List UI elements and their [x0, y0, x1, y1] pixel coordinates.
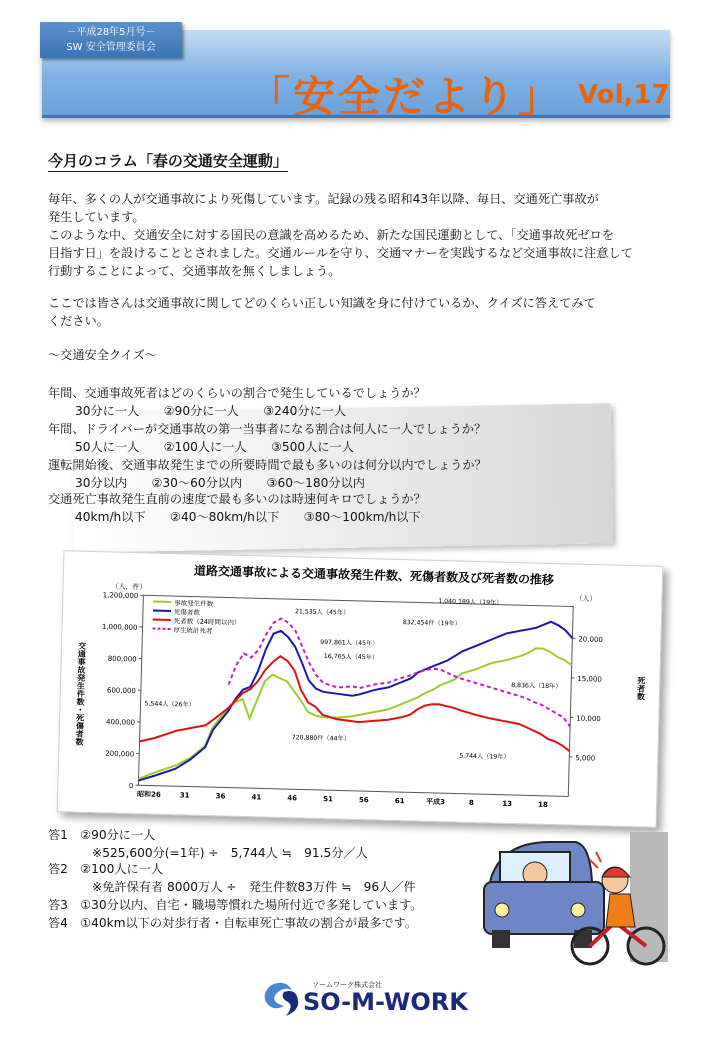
answer-2-note: ※免許保有者 8000万人 ÷ 発生件数83万件 ≒ 96人／件 [92, 880, 416, 894]
quiz-options-2: 50人に一人 ②100人に一人 ③500人に一人 [75, 440, 354, 454]
x-tick-label: 18 [537, 800, 548, 809]
helmet-shape [602, 868, 630, 878]
cyclist-body-shape [606, 894, 635, 927]
alert-mark-shape [590, 852, 601, 868]
quiz-options-1: 30分に一人 ②90分に一人 ③240分に一人 [75, 404, 347, 418]
x-tick-label: 昭和26 [136, 790, 161, 799]
legend-entry: 厚生統計死者 [173, 626, 213, 636]
chart-annotation: 21,535人（45年） [294, 608, 350, 617]
y-left-unit: （人，件） [111, 582, 147, 592]
text-line: 発生しています。 [48, 210, 145, 224]
y-left-tick-label: 800,000 [107, 654, 137, 664]
y-right-tick-label: 15,000 [577, 674, 602, 684]
x-tick-label: 平成3 [425, 797, 446, 807]
y-left-tick-label: 1,000,000 [101, 622, 138, 632]
legend-entry: 死傷者数 [173, 608, 201, 617]
x-tick-label: 8 [468, 798, 474, 808]
y-left-tick-label: 200,000 [105, 749, 135, 759]
quiz-options-4: 40km/h以下 ②40～80km/h以下 ③80～100km/h以下 [75, 510, 421, 524]
answer-label: 答4 [48, 916, 68, 930]
traffic-accident-chart [57, 550, 664, 828]
company-name-small: ソームワーク株式会社 [312, 981, 382, 989]
y-right-tick-label: 5,000 [575, 754, 596, 763]
chart-annotation: 1,040,189人（19年） [438, 598, 503, 607]
answer-3 [48, 896, 422, 913]
y-right-axis-label: 死者数 [636, 676, 646, 701]
chart-annotation: 5,744人（19年） [459, 752, 510, 761]
x-tick-label: 61 [394, 796, 405, 806]
quiz-question-4: 交通死亡事故発生直前の速度で最も多いのは時速何キロでしょうか？ [48, 492, 426, 506]
quiz-question-3: 運転開始後、交通事故発生までの所要時間で最も多いのは何分以内でしょうか？ [48, 458, 487, 472]
series-line-2 [140, 653, 572, 753]
chart-legend [152, 598, 241, 636]
chart-svg [58, 551, 665, 829]
y-right-tick-label: 10,000 [576, 714, 601, 724]
text-line: このような中、交通安全に対する国民の意識を高めるため、新たな国民運動として、「交通事故死ゼロを [48, 228, 614, 242]
quiz-intro-paragraph [48, 294, 698, 330]
logo-swirl-icon [283, 991, 299, 1016]
volume-number: Vol,17 [578, 80, 670, 110]
y-left-tick-label: 1,200,000 [102, 591, 139, 601]
y-left-axis-label: 交通事故発生件数・死傷者数 [74, 641, 87, 746]
x-tick-label: 46 [287, 794, 298, 803]
quiz-heading: ～交通安全クイズ～ [48, 348, 157, 362]
chart-annotation: 997,861人（45年） [320, 638, 379, 648]
committee-name: SW 安全管理委員会 [66, 42, 156, 53]
chart-annotation: 8,836人（18年） [511, 681, 562, 691]
answer-label: 答2 [48, 862, 68, 876]
y-right-tick-label: 20,000 [578, 635, 603, 645]
answer-label: 答1 [48, 828, 68, 842]
answer-text: ②90分に一人 [80, 828, 156, 842]
quiz-options-3: 30分以内 ②30～60分以内 ③60～180分以内 [75, 476, 365, 490]
x-tick-label: 31 [179, 791, 190, 800]
chart-annotation: 5,544人（26年） [144, 700, 195, 709]
text-line: ここでは皆さんは交通事故に関してどのくらい正しい知識を身に付けているか、クイズに答えてみて [48, 296, 596, 310]
chart-annotation: 16,765人（45年） [323, 653, 379, 662]
intro-paragraph [48, 190, 698, 280]
text-line: 目指す日」を設けることとされました。交通ルールを守り、交通マナーを実践するなど交通事故に注意して [48, 246, 633, 260]
answer-2 [48, 860, 163, 877]
chart-lines [139, 611, 573, 792]
series-line-3 [228, 617, 573, 726]
text-line: ください。 [48, 314, 109, 328]
quiz-question-1: 年間、交通事故死者はどのくらいの割合で発生しているでしょうか？ [48, 386, 426, 400]
y-left-tick-label: 400,000 [105, 718, 136, 727]
chart-annotations [143, 589, 563, 762]
x-tick-label: 56 [358, 796, 369, 805]
answer-label: 答3 [48, 898, 68, 912]
text-line: 行動することによって、交通事故を無くしましょう。 [48, 264, 341, 278]
quiz-question-2: 年間、ドライバーが交通事故の第一当事者になる割合は何人に一人でしょうか？ [48, 422, 487, 436]
tire-shape [492, 930, 510, 948]
answer-1-note: ※525,600分(=1年) ÷ 5,744人 ≒ 91.5分／人 [92, 846, 368, 860]
legend-entry: 事故発生件数 [174, 599, 214, 609]
answer-4 [48, 914, 417, 931]
x-tick-label: 36 [215, 792, 226, 801]
issue-date: －平成28年5月号－ [66, 27, 156, 38]
x-tick-label: 51 [323, 795, 333, 804]
headlight-shape [495, 903, 509, 917]
chart-annotation: 720,880件（44年） [291, 734, 350, 743]
headlight-shape [571, 903, 585, 917]
answer-text: ②100人に一人 [80, 862, 164, 876]
legend-entry: 死者数（24時間以内） [173, 617, 241, 627]
answer-1 [48, 826, 155, 843]
car-bicycle-illustration [480, 822, 670, 972]
y-right-unit: （人） [575, 594, 597, 604]
answer-text: ①40km以下の対歩行者・自転車死亡事故の割合が最多です。 [80, 916, 418, 930]
issue-badge [40, 22, 182, 58]
column-title: 今月のコラム「春の交通安全運動」 [48, 152, 288, 170]
newsletter-title: 「安全だより」 [248, 72, 564, 121]
text-line: 毎年、多くの人が交通事故により死傷しています。記録の残る昭和43年以降、毎日、交通死亡事故が [48, 192, 599, 206]
x-tick-label: 13 [502, 799, 513, 809]
y-left-tick-label: 0 [128, 781, 134, 791]
chart-title: 道路交通事故による交通事故発生件数、死傷者数及び死者数の推移 [193, 563, 555, 588]
y-left-tick-label: 600,000 [106, 686, 136, 696]
series-line-1 [139, 611, 573, 792]
chart-annotation: 832,454件（19年） [402, 619, 462, 628]
x-tick-label: 41 [251, 793, 262, 802]
answer-text: ①30分以内、自宅・職場等慣れた場所付近で多発しています。 [80, 898, 423, 912]
company-name: SO-M-WORK [303, 988, 468, 1016]
